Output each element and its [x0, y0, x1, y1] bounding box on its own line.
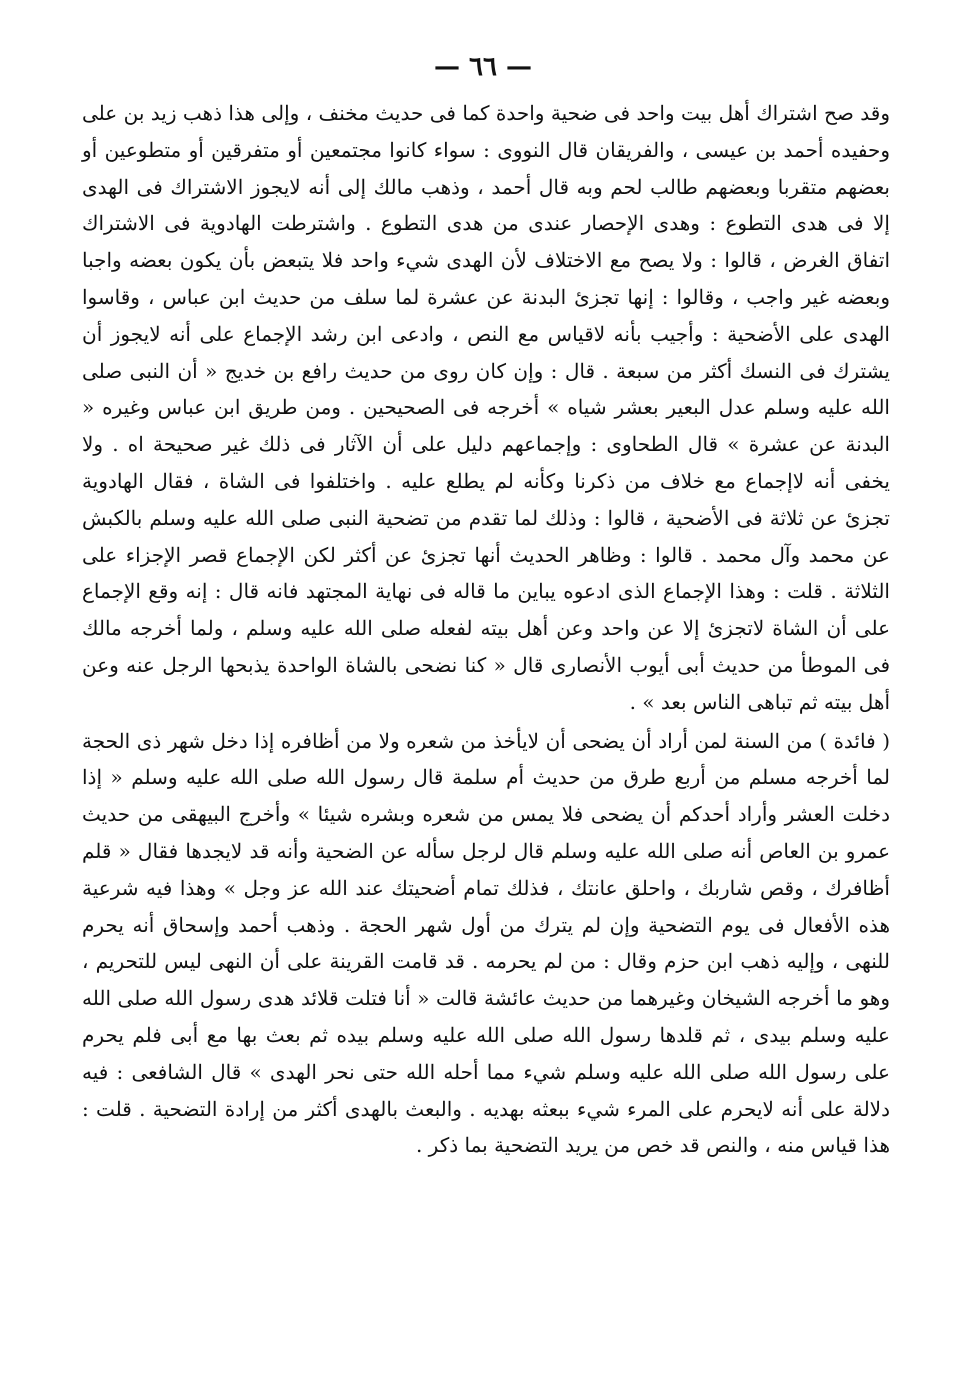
page-number: — ٦٦ —	[433, 52, 533, 82]
paragraph-main: وقد صح اشتراك أهل بيت واحد فى ضحية واحدة كما فى حديث مخنف ، وإلى هذا ذهب زيد بن على وحفيده أحمد بن عيسى ، والفريقان قال النووى : سواء كانوا مجتمعين أو متفرقين أو متطوعين أو بعضهم متقربا وبعضهم طالب لحم وبه قال أحمد ، وذهب مالك إلى أنه لايجوز الاشتراك فى الهدى إلا فى هدى التطوع : وهدى الإحصار عندى من هدى التطوع . واشترطت الهادوية فى الاشتراك اتفاق الغرض ، قالوا : ولا يصح مع الاختلاف لأن الهدى شيء واحد فلا يتبعض بأن يكون بعضه واجبا وبعضه غير واجب ، وقالوا : إنها تجزئ البدنة عن عشرة لما سلف من حديث ابن عباس ، وقاسوا الهدى على الأضحية : وأجيب بأنه لاقياس مع النص ، وادعى ابن رشد الإجماع على أنه لايجوز أن يشترك فى النسك أكثر من سبعة . قال : وإن كان روى من حديث رافع بن خديج « أن النبى صلى الله عليه وسلم عدل البعير بعشر شياه » أخرجه فى الصحيحين . ومن طريق ابن عباس وغيره « البدنة عن عشرة » قال الطحاوى : وإجماعهم دليل على أن الآثار فى ذلك غير صحيحة اه . ولا يخفى أنه لاإجماع مع خلاف من ذكرنا وكأنه لم يطلع عليه . واختلفوا فى الشاة ، فقال الهادوية تجزئ عن ثلاثة فى الأضحية ، قالوا : وذلك لما تقدم من تضحية النبى صلى الله عليه وسلم بالكبش عن محمد وآل محمد . قالوا : وظاهر الحديث أنها تجزئ عن أكثر لكن الإجماع قصر الإجزاء على الثلاثة . قلت : وهذا الإجماع الذى ادعوه يباين ما قاله فى نهاية المجتهد فانه قال : إنه وقع الإجماع على أن الشاة لاتجزئ إلا عن واحد وعن أهل بيته لفعله صلى الله عليه وسلم ، ولما أخرجه مالك فى الموطأ من حديث أبى أيوب الأنصارى قال « كنا نضحى بالشاة الواحدة يذبحها الرجل عنه وعن أهل بيته ثم تباهى الناس بعد » .	[82, 101, 891, 714]
body-text	[82, 95, 890, 1164]
paragraph-note: ( فائدة ) من السنة لمن أراد أن يضحى أن لايأخذ من شعره ولا من أظافره إذا دخل شهر ذى الحجة لما أخرجه مسلم من أربع طرق من حديث أم سلمة قال رسول الله صلى الله عليه وسلم « إذا دخلت العشر وأراد أحدكم أن يضحى فلا يمس من شعره وبشره شيئا » وأخرج البيهقى من حديث عمرو بن العاص أنه صلى الله عليه وسلم قال لرجل سأله عن الضحية وأنه قد لايجدها فقال « قلم أظافرك ، وقص شاربك ، واحلق عانتك ، فذلك تمام أضحيتك عند الله عز وجل » وهذا فيه شرعية هذه الأفعال فى يوم التضحية وإن لم يترك من أول شهر الحجة . وذهب أحمد وإسحاق أنه يحرم للنهى ، وإليه ذهب ابن حزم وقال : من لم يحرمه . قد قامت القرينة على أن النهى ليس للتحريم ، وهو ما أخرجه الشيخان وغيرهما من حديث عائشة قالت « أنا فتلت قلائد هدى رسول الله صلى الله عليه وسلم بيدى ، ثم قلدها رسول الله صلى الله عليه وسلم بيده ثم بعث بها مع أبى فلم يحرم على رسول الله صلى الله عليه وسلم شيء مما أحله الله حتى نحر الهدى » قال الشافعى : فيه دلالة على أنه لايحرم على المرء شيء ببعثه بهديه . والبعث بالهدى أكثر من إرادة التضحية . قلت : هذا قياس منه ، والنص قد خص من يريد التضحية بما ذكر .	[82, 728, 890, 1158]
